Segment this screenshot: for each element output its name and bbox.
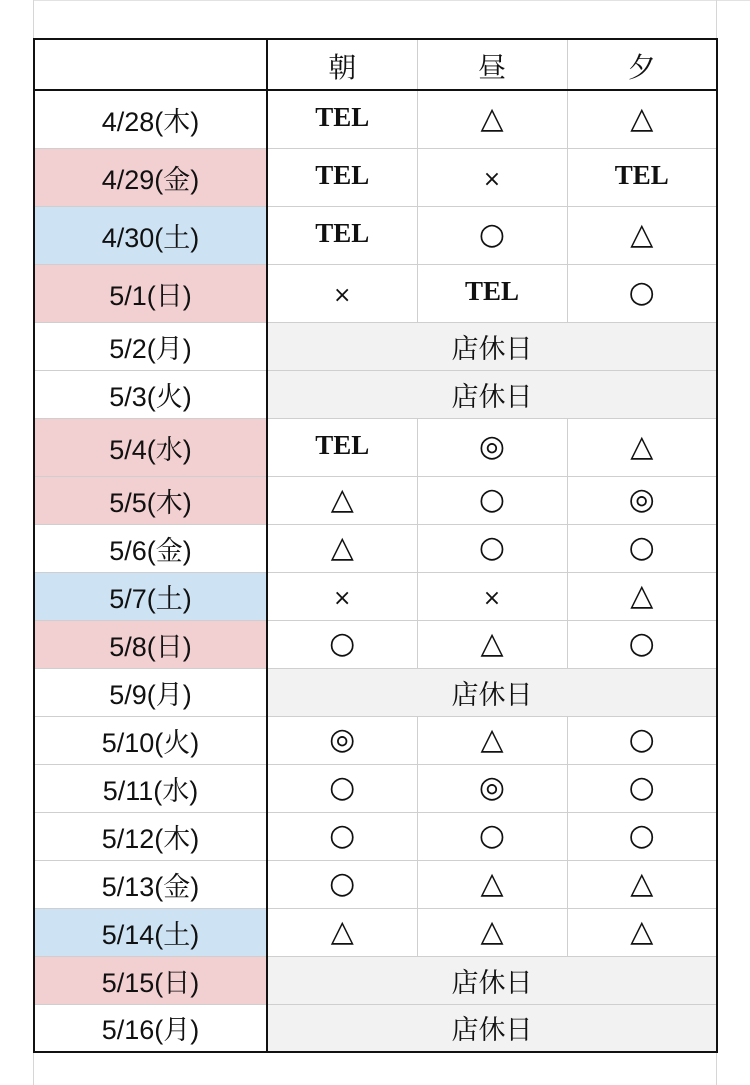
evening-slot-cell: △	[567, 418, 717, 476]
table-row	[34, 524, 717, 572]
morning-slot-cell: △	[267, 908, 417, 956]
morning-slot-cell: △	[267, 524, 417, 572]
closed-day-cell: 店休日	[267, 668, 717, 716]
date-cell: 5/1(日)	[34, 264, 267, 322]
morning-slot-cell: TEL	[267, 90, 417, 148]
header-date	[34, 39, 267, 90]
evening-slot-cell: △	[567, 860, 717, 908]
morning-slot-cell: ×	[267, 264, 417, 322]
date-cell: 4/28(木)	[34, 90, 267, 148]
noon-slot-cell: ○	[417, 206, 567, 264]
date-cell: 4/29(金)	[34, 148, 267, 206]
evening-slot-cell: ◎	[567, 476, 717, 524]
table-row	[34, 860, 717, 908]
table-row	[34, 764, 717, 812]
reservation-availability-table	[33, 38, 718, 1053]
date-cell: 5/8(日)	[34, 620, 267, 668]
table-row	[34, 90, 717, 148]
date-cell: 5/6(金)	[34, 524, 267, 572]
table-row	[34, 370, 717, 418]
noon-slot-cell: △	[417, 716, 567, 764]
table-row	[34, 716, 717, 764]
noon-slot-cell: ○	[417, 476, 567, 524]
date-cell: 5/4(水)	[34, 418, 267, 476]
closed-day-cell: 店休日	[267, 370, 717, 418]
header-row	[34, 39, 717, 90]
table-row	[34, 956, 717, 1004]
table-row	[34, 476, 717, 524]
closed-day-cell: 店休日	[267, 322, 717, 370]
table-row	[34, 812, 717, 860]
noon-slot-cell: TEL	[417, 264, 567, 322]
table-row	[34, 418, 717, 476]
evening-slot-cell: △	[567, 908, 717, 956]
morning-slot-cell: ×	[267, 572, 417, 620]
date-cell: 4/30(土)	[34, 206, 267, 264]
date-cell: 5/10(火)	[34, 716, 267, 764]
noon-slot-cell: △	[417, 620, 567, 668]
evening-slot-cell: △	[567, 90, 717, 148]
noon-slot-cell: ○	[417, 524, 567, 572]
header-noon: 昼	[417, 39, 567, 90]
evening-slot-cell: △	[567, 572, 717, 620]
table-row	[34, 206, 717, 264]
evening-slot-cell: ○	[567, 264, 717, 322]
date-cell: 5/2(月)	[34, 322, 267, 370]
evening-slot-cell: TEL	[567, 148, 717, 206]
noon-slot-cell: ◎	[417, 764, 567, 812]
morning-slot-cell: ○	[267, 812, 417, 860]
closed-day-cell: 店休日	[267, 956, 717, 1004]
morning-slot-cell: △	[267, 476, 417, 524]
date-cell: 5/13(金)	[34, 860, 267, 908]
noon-slot-cell: ○	[417, 812, 567, 860]
date-cell: 5/11(水)	[34, 764, 267, 812]
table-row	[34, 1004, 717, 1052]
table-row	[34, 620, 717, 668]
closed-day-cell: 店休日	[267, 1004, 717, 1052]
evening-slot-cell: ○	[567, 716, 717, 764]
table-row	[34, 572, 717, 620]
noon-slot-cell: △	[417, 860, 567, 908]
noon-slot-cell: ×	[417, 572, 567, 620]
noon-slot-cell: ◎	[417, 418, 567, 476]
morning-slot-cell: ○	[267, 764, 417, 812]
table-row	[34, 322, 717, 370]
table-row	[34, 908, 717, 956]
morning-slot-cell: ◎	[267, 716, 417, 764]
evening-slot-cell: △	[567, 206, 717, 264]
header-evening: 夕	[567, 39, 717, 90]
morning-slot-cell: TEL	[267, 206, 417, 264]
date-cell: 5/9(月)	[34, 668, 267, 716]
evening-slot-cell: ○	[567, 620, 717, 668]
sheet-gridline-top	[33, 0, 750, 1]
date-cell: 5/16(月)	[34, 1004, 267, 1052]
table-row	[34, 264, 717, 322]
date-cell: 5/3(火)	[34, 370, 267, 418]
date-cell: 5/5(木)	[34, 476, 267, 524]
table-row	[34, 148, 717, 206]
morning-slot-cell: ○	[267, 860, 417, 908]
evening-slot-cell: ○	[567, 812, 717, 860]
morning-slot-cell: TEL	[267, 148, 417, 206]
table-body	[34, 90, 717, 1052]
evening-slot-cell: ○	[567, 524, 717, 572]
noon-slot-cell: △	[417, 908, 567, 956]
date-cell: 5/14(土)	[34, 908, 267, 956]
date-cell: 5/7(土)	[34, 572, 267, 620]
noon-slot-cell: △	[417, 90, 567, 148]
noon-slot-cell: ×	[417, 148, 567, 206]
table-header	[34, 39, 717, 90]
date-cell: 5/15(日)	[34, 956, 267, 1004]
date-cell: 5/12(木)	[34, 812, 267, 860]
evening-slot-cell: ○	[567, 764, 717, 812]
table-row	[34, 668, 717, 716]
morning-slot-cell: TEL	[267, 418, 417, 476]
morning-slot-cell: ○	[267, 620, 417, 668]
header-morning: 朝	[267, 39, 417, 90]
